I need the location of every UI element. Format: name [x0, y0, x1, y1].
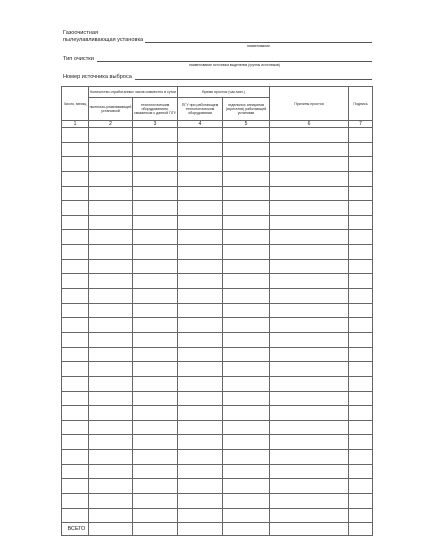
table-row [62, 376, 373, 391]
table-cell[interactable] [62, 391, 89, 406]
caption-source: наименование источника выделения (группы источников) [189, 63, 280, 67]
table-cell[interactable] [89, 376, 133, 391]
table-cell[interactable] [178, 508, 223, 523]
table-cell[interactable] [178, 171, 223, 186]
table-cell[interactable] [223, 230, 270, 245]
table-cell[interactable] [89, 259, 133, 274]
table-cell[interactable] [62, 376, 89, 391]
table-cell[interactable] [349, 259, 373, 274]
table-cell[interactable] [133, 245, 178, 260]
table-cell[interactable] [62, 347, 89, 362]
table-cell[interactable] [349, 142, 373, 157]
table-cell[interactable] [349, 508, 373, 523]
table-cell[interactable] [178, 347, 223, 362]
table-cell[interactable] [178, 230, 223, 245]
table-cell[interactable] [178, 201, 223, 216]
table-cell[interactable] [178, 391, 223, 406]
emission-source-label: Номер источника выброса [63, 74, 132, 80]
col-header-tech-equipment: технологическим оборудованием, связанным с данной ПГУ [133, 98, 178, 121]
table-cell[interactable] [223, 362, 270, 377]
table-row [62, 420, 373, 435]
table-cell[interactable] [178, 274, 223, 289]
table-row [62, 347, 373, 362]
table-cell[interactable] [133, 332, 178, 347]
table-cell[interactable] [349, 406, 373, 421]
table-row [62, 464, 373, 479]
table-cell[interactable] [89, 274, 133, 289]
table-cell[interactable] [349, 479, 373, 494]
table-cell[interactable] [223, 391, 270, 406]
table-row [62, 128, 373, 143]
table-cell[interactable] [62, 201, 89, 216]
table-cell[interactable] [62, 420, 89, 435]
table-cell[interactable] [223, 128, 270, 143]
table-cell[interactable] [133, 142, 178, 157]
table-cell[interactable] [133, 259, 178, 274]
table-cell[interactable] [62, 406, 89, 421]
table-cell[interactable] [62, 215, 89, 230]
table-cell[interactable] [270, 289, 349, 304]
table-cell[interactable] [178, 435, 223, 450]
table-cell[interactable] [62, 508, 89, 523]
table-cell[interactable] [349, 450, 373, 465]
table-cell[interactable] [270, 215, 349, 230]
column-number: 3 [133, 121, 178, 128]
table-cell[interactable] [270, 494, 349, 509]
table-cell[interactable] [178, 494, 223, 509]
column-number: 5 [223, 121, 270, 128]
table-cell[interactable] [349, 230, 373, 245]
table-row [62, 508, 373, 523]
table-row [62, 406, 373, 421]
table-cell[interactable] [133, 318, 178, 333]
column-number: 2 [89, 121, 133, 128]
table-row [62, 142, 373, 157]
table-row [62, 332, 373, 347]
table-row [62, 259, 373, 274]
table-cell[interactable] [89, 347, 133, 362]
table-cell[interactable] [349, 435, 373, 450]
table-cell[interactable] [62, 464, 89, 479]
table-cell[interactable] [270, 391, 349, 406]
table-cell[interactable] [133, 508, 178, 523]
table-row [62, 186, 373, 201]
table-cell[interactable] [270, 171, 349, 186]
column-number: 4 [178, 121, 223, 128]
table-row [62, 230, 373, 245]
table-cell[interactable] [270, 479, 349, 494]
table-cell[interactable] [89, 245, 133, 260]
table-cell[interactable] [89, 171, 133, 186]
col-header-separate: отдельных аппаратов (агрегатов) работающей установки [223, 98, 270, 121]
table-cell[interactable] [178, 215, 223, 230]
table-cell[interactable] [133, 376, 178, 391]
table-cell[interactable] [223, 259, 270, 274]
table-cell[interactable] [223, 406, 270, 421]
table-cell[interactable] [89, 230, 133, 245]
table-cell[interactable] [62, 362, 89, 377]
table-cell[interactable] [62, 450, 89, 465]
table-cell[interactable] [62, 171, 89, 186]
table-cell[interactable] [223, 508, 270, 523]
table-cell[interactable] [223, 186, 270, 201]
table-cell[interactable] [349, 171, 373, 186]
table-cell[interactable] [349, 420, 373, 435]
table-cell[interactable] [270, 332, 349, 347]
table-cell[interactable] [223, 347, 270, 362]
table-cell[interactable] [349, 215, 373, 230]
table-cell[interactable] [223, 464, 270, 479]
table-cell[interactable] [349, 376, 373, 391]
table-row [62, 391, 373, 406]
table-cell[interactable] [223, 420, 270, 435]
table-cell[interactable] [133, 274, 178, 289]
table-cell[interactable] [62, 230, 89, 245]
table-cell[interactable] [270, 376, 349, 391]
table-cell[interactable] [89, 332, 133, 347]
table-cell[interactable] [270, 157, 349, 172]
cleaning-type-label: Тип очистки [63, 56, 94, 62]
table-cell[interactable] [223, 479, 270, 494]
table-cell[interactable] [62, 289, 89, 304]
table-cell[interactable] [178, 450, 223, 465]
table-cell[interactable] [133, 289, 178, 304]
table-cell[interactable] [62, 479, 89, 494]
table-cell[interactable] [223, 274, 270, 289]
table-cell[interactable] [89, 318, 133, 333]
table-cell[interactable] [89, 450, 133, 465]
col-header-pgu-working: ПГУ при работающем технологическом оборудовании [178, 98, 223, 121]
table-cell[interactable] [133, 201, 178, 216]
table-cell[interactable] [133, 391, 178, 406]
table-cell[interactable] [270, 245, 349, 260]
table-cell[interactable] [89, 303, 133, 318]
table-row [62, 171, 373, 186]
table-cell[interactable] [133, 362, 178, 377]
table-cell[interactable] [89, 142, 133, 157]
col-header-date: Число, месяц [62, 87, 89, 121]
table-cell[interactable] [223, 201, 270, 216]
table-row [62, 494, 373, 509]
table-cell[interactable] [270, 230, 349, 245]
total-label: ВСЕГО [62, 523, 89, 536]
table-cell[interactable] [62, 494, 89, 509]
table-cell[interactable] [349, 274, 373, 289]
column-number: 6 [270, 121, 349, 128]
table-cell[interactable] [133, 523, 178, 536]
table-cell[interactable] [223, 318, 270, 333]
table-cell[interactable] [178, 289, 223, 304]
table-cell[interactable] [178, 142, 223, 157]
table-cell[interactable] [223, 303, 270, 318]
table-cell[interactable] [133, 420, 178, 435]
table-row [62, 318, 373, 333]
table-cell[interactable] [62, 274, 89, 289]
table-cell[interactable] [270, 318, 349, 333]
table-cell[interactable] [89, 494, 133, 509]
table-cell[interactable] [89, 508, 133, 523]
table-cell[interactable] [89, 523, 133, 536]
table-cell[interactable] [178, 523, 223, 536]
table-cell[interactable] [223, 332, 270, 347]
table-cell[interactable] [349, 245, 373, 260]
emission-source-line[interactable] [135, 79, 372, 80]
table-cell[interactable] [178, 128, 223, 143]
table-cell[interactable] [270, 435, 349, 450]
table-cell[interactable] [349, 303, 373, 318]
table-cell[interactable] [178, 318, 223, 333]
header-unit-line2: пылеулавливающая установка [63, 37, 144, 43]
table-cell[interactable] [133, 128, 178, 143]
table-cell[interactable] [270, 259, 349, 274]
table-cell[interactable] [270, 450, 349, 465]
group-header-hours: Количество отработанных часов совместно в сутки [89, 87, 178, 98]
table-cell[interactable] [89, 186, 133, 201]
table-cell[interactable] [62, 142, 89, 157]
table-cell[interactable] [223, 376, 270, 391]
table-cell[interactable] [178, 332, 223, 347]
header-unit-line1: Газоочистная [63, 30, 98, 36]
table-cell[interactable] [223, 142, 270, 157]
table-cell[interactable] [270, 186, 349, 201]
table-cell[interactable] [89, 362, 133, 377]
table-cell[interactable] [349, 201, 373, 216]
table-row [62, 450, 373, 465]
table-cell[interactable] [270, 142, 349, 157]
table-cell[interactable] [89, 201, 133, 216]
table-cell[interactable] [270, 523, 349, 536]
table-cell[interactable] [178, 376, 223, 391]
table-cell[interactable] [223, 157, 270, 172]
table-cell[interactable] [89, 391, 133, 406]
table-row [62, 303, 373, 318]
table-row [62, 215, 373, 230]
table-cell[interactable] [270, 508, 349, 523]
caption-name: наименование [247, 44, 270, 48]
table-cell[interactable] [178, 303, 223, 318]
table-cell[interactable] [62, 245, 89, 260]
table-cell[interactable] [89, 289, 133, 304]
table-cell[interactable] [62, 332, 89, 347]
table-cell[interactable] [349, 157, 373, 172]
table-cell[interactable] [270, 420, 349, 435]
table-row [62, 362, 373, 377]
table-cell[interactable] [223, 245, 270, 260]
table-cell[interactable] [133, 303, 178, 318]
table-cell[interactable] [349, 186, 373, 201]
table-cell[interactable] [178, 406, 223, 421]
downtime-log-table [61, 86, 373, 536]
table-cell[interactable] [89, 157, 133, 172]
table-cell[interactable] [349, 523, 373, 536]
table-cell[interactable] [133, 479, 178, 494]
table-cell[interactable] [270, 406, 349, 421]
table-cell[interactable] [223, 289, 270, 304]
table-row [62, 274, 373, 289]
table-cell[interactable] [349, 464, 373, 479]
table-cell[interactable] [349, 289, 373, 304]
table-cell[interactable] [62, 157, 89, 172]
table-cell[interactable] [89, 479, 133, 494]
table-row [62, 289, 373, 304]
table-cell[interactable] [62, 259, 89, 274]
table-cell[interactable] [133, 215, 178, 230]
table-cell[interactable] [178, 186, 223, 201]
col-header-signature: Подпись [349, 87, 373, 121]
table-cell[interactable] [178, 420, 223, 435]
table-cell[interactable] [133, 171, 178, 186]
table-cell[interactable] [62, 303, 89, 318]
col-header-reasons: Причины простоя [270, 87, 349, 121]
table-cell[interactable] [133, 464, 178, 479]
table-row [62, 157, 373, 172]
table-cell[interactable] [89, 420, 133, 435]
column-number: 1 [62, 121, 89, 128]
table-row [62, 201, 373, 216]
table-cell[interactable] [223, 215, 270, 230]
table-cell[interactable] [270, 274, 349, 289]
table-cell[interactable] [133, 494, 178, 509]
table-cell[interactable] [349, 332, 373, 347]
table-cell[interactable] [223, 450, 270, 465]
group-header-downtime: Время простоя (час.мин.) [178, 87, 270, 98]
table-cell[interactable] [62, 128, 89, 143]
table-cell[interactable] [133, 230, 178, 245]
table-cell[interactable] [349, 318, 373, 333]
table-cell[interactable] [133, 186, 178, 201]
table-cell[interactable] [62, 186, 89, 201]
table-cell[interactable] [178, 362, 223, 377]
table-cell[interactable] [178, 259, 223, 274]
table-cell[interactable] [89, 464, 133, 479]
table-row [62, 245, 373, 260]
table-cell[interactable] [89, 128, 133, 143]
table-cell[interactable] [178, 157, 223, 172]
table-cell[interactable] [178, 479, 223, 494]
table-cell[interactable] [349, 391, 373, 406]
col-header-gas-unit: пылегазо-улавливающей установкой [89, 98, 133, 121]
table-cell[interactable] [349, 347, 373, 362]
table-row [62, 479, 373, 494]
table-cell[interactable] [89, 215, 133, 230]
table-cell[interactable] [223, 523, 270, 536]
table-cell[interactable] [133, 406, 178, 421]
table-cell[interactable] [133, 450, 178, 465]
table-cell[interactable] [223, 171, 270, 186]
table-cell[interactable] [349, 128, 373, 143]
table-cell[interactable] [62, 435, 89, 450]
table-cell[interactable] [223, 435, 270, 450]
table-cell[interactable] [270, 362, 349, 377]
table-cell[interactable] [270, 201, 349, 216]
table-cell[interactable] [223, 494, 270, 509]
table-cell[interactable] [178, 464, 223, 479]
table-cell[interactable] [349, 494, 373, 509]
column-number: 7 [349, 121, 373, 128]
table-cell[interactable] [133, 347, 178, 362]
table-cell[interactable] [133, 157, 178, 172]
table-cell[interactable] [270, 128, 349, 143]
table-row [62, 435, 373, 450]
table-cell[interactable] [270, 464, 349, 479]
table-cell[interactable] [133, 435, 178, 450]
unit-name-line[interactable] [145, 42, 372, 43]
total-row [62, 523, 373, 536]
table-cell[interactable] [270, 303, 349, 318]
table-cell[interactable] [349, 362, 373, 377]
table-cell[interactable] [270, 347, 349, 362]
cleaning-type-line[interactable] [97, 61, 372, 62]
table-cell[interactable] [89, 435, 133, 450]
table-cell[interactable] [62, 318, 89, 333]
table-cell[interactable] [178, 245, 223, 260]
table-cell[interactable] [89, 406, 133, 421]
